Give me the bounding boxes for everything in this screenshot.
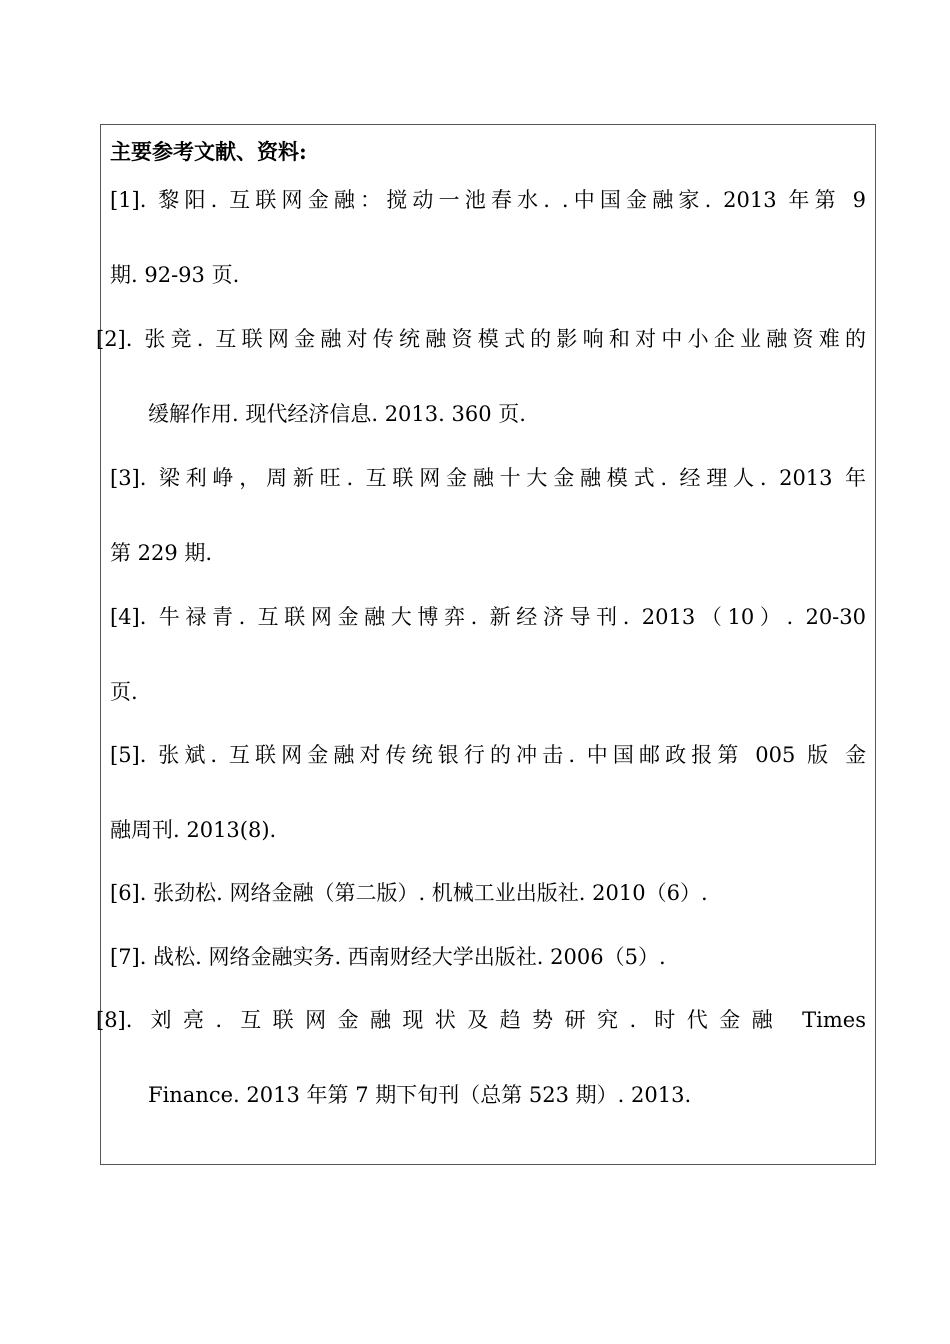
reference-4-line-1: [4]. 牛禄青. 互联网金融大博弈. 新经济导刊. 2013（10）. 20-30 <box>110 605 866 629</box>
reference-7-line-1: [7]. 战松. 网络金融实务. 西南财经大学出版社. 2006（5）. <box>110 945 666 969</box>
reference-8-line-1: [8]. 刘亮. 互联网金融现状及趋势研究. 时代金融 Times <box>96 1008 866 1032</box>
reference-8-line-2: Finance. 2013 年第 7 期下旬刊（总第 523 期）. 2013. <box>148 1083 692 1107</box>
reference-2-line-1: [2]. 张竞. 互联网金融对传统融资模式的影响和对中小企业融资难的 <box>96 327 866 351</box>
reference-1-line-1: [1]. 黎阳. 互联网金融：搅动一池春水. .中国金融家. 2013 年第 9 <box>110 188 866 212</box>
reference-6-line-1: [6]. 张劲松. 网络金融（第二版）. 机械工业出版社. 2010（6）. <box>110 881 708 905</box>
reference-4-line-2: 页. <box>110 680 138 704</box>
reference-2-line-2: 缓解作用. 现代经济信息. 2013. 360 页. <box>148 402 526 426</box>
reference-5-line-1: [5]. 张斌. 互联网金融对传统银行的冲击. 中国邮政报第 005 版 金 <box>110 743 866 767</box>
reference-3-line-1: [3]. 梁利峥，周新旺. 互联网金融十大金融模式. 经理人. 2013 年 <box>110 466 866 490</box>
reference-3-line-2: 第 229 期. <box>110 541 213 565</box>
reference-5-line-2: 融周刊. 2013(8). <box>110 818 277 842</box>
reference-1-line-2: 期. 92-93 页. <box>110 263 240 287</box>
references-heading: 主要参考文献、资料: <box>110 139 307 164</box>
